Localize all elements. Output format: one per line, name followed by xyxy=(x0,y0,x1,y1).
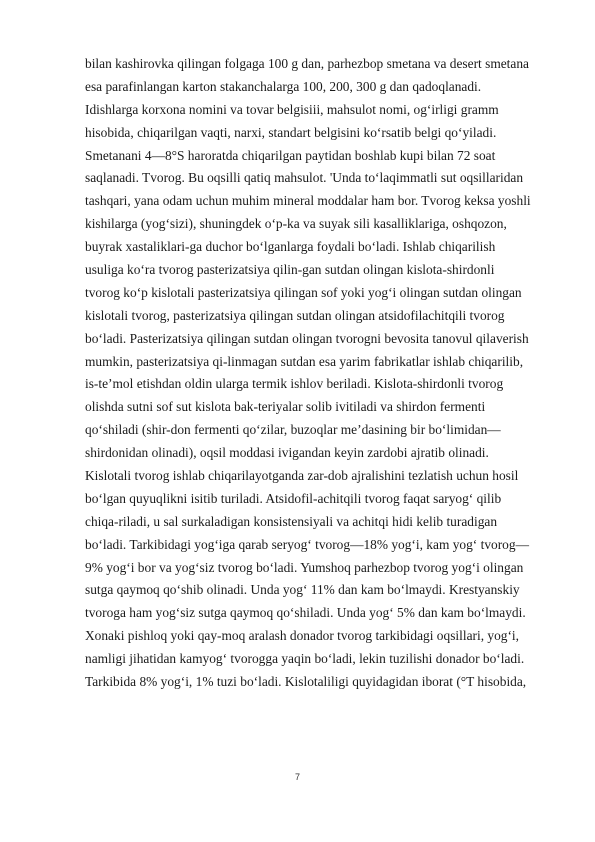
text-line: saqlanadi. Tvorog. Bu oqsilli qatiq mahsulot. 'Unda to‘laqimmatli sut oqsillaridan xyxy=(85,170,524,186)
text-line: Tarkibida 8% yog‘i, 1% tuzi bo‘ladi. Kislotaliligi quyidagidan iborat (°T hisobida, xyxy=(85,674,527,690)
text-line: tashqari, yana odam uchun muhim mineral moddalar ham bor. Tvorog keksa yoshli xyxy=(85,193,531,209)
text-line: buyrak xastaliklari-ga duchor bo‘lganlarga foydali bo‘ladi. Ishlab chiqarilish xyxy=(85,239,496,255)
text-line: sutga qaymoq qo‘shib olinadi. Unda yog‘ 11% dan kam bo‘lmaydi. Krestyanskiy xyxy=(85,582,520,598)
body-text xyxy=(85,53,555,694)
text-line: tvoroga ham yog‘siz sutga qaymoq qo‘shiladi. Unda yog‘ 5% dan kam bo‘lmaydi. xyxy=(85,605,526,621)
text-line: Xonaki pishloq yoki qay-moq aralash donador tvorog tarkibidagi oqsillari, yog‘i, xyxy=(85,628,519,644)
text-line: chiqa-riladi, u sal surkaladigan konsistensiyali va achitqi hidi kelib turadigan xyxy=(85,513,498,529)
text-line: shirdonidan olinadi), oqsil moddasi ivigandan keyin zardobi ajratib olinadi. xyxy=(85,445,489,461)
text-line: Idishlarga korxona nomini va tovar belgisiii, mahsulot nomi, og‘irligi gramm xyxy=(85,101,499,117)
text-line: bo‘ladi. Pasterizatsiya qilingan sutdan olingan tvorogni bevosita tanovul qilaverish xyxy=(85,330,529,346)
text-line: hisobida, chiqarilgan vaqti, narxi, standart belgisini ko‘rsatib belgi qo‘yiladi. xyxy=(85,124,497,140)
text-line: bo‘ladi. Tarkibidagi yog‘iga qarab seryog‘ tvorog—18% yog‘i, kam yog‘ tvorog— xyxy=(85,536,529,552)
text-line: namligi jihatidan kamyog‘ tvorogga yaqin bo‘ladi, lekin tuzilishi donador bo‘ladi. xyxy=(85,651,525,667)
text-line: bo‘lgan quyuqlikni isitib turiladi. Atsidofil-achitqili tvorog faqat saryog‘ qilib xyxy=(85,490,502,506)
text-line: olishda sutni sof sut kislota bak-teriyalar solib ivitiladi va shirdon fermenti xyxy=(85,399,486,415)
text-line: 9% yog‘i bor va yog‘siz tvorog bo‘ladi. Yumshoq parhezbop tvorog yog‘i olingan xyxy=(85,559,524,575)
page-number: 7 xyxy=(294,772,300,782)
text-line: bilan kashirovka qilingan folgaga 100 g dan, parhezbop smetana va desert smetana xyxy=(85,56,529,71)
text-line: usuliga ko‘ra tvorog pasterizatsiya qilin-gan sutdan olingan kislota-shirdonli xyxy=(85,262,495,278)
text-line: tvorog ko‘p kislotali pasterizatsiya qilingan sof yoki yog‘i olingan sutdan olingan xyxy=(85,284,522,300)
text-line: esa parafinlangan karton stakanchalarga 100, 200, 300 g dan qadoqlanadi. xyxy=(85,78,482,94)
text-line: qo‘shiladi (shir-don fermenti qo‘zilar, buzoqlar me’dasining bir bo‘limidan— xyxy=(85,422,501,438)
text-line: kislotali tvorog, pasterizatsiya qilingan sutdan olingan atsidofilachitqili tvorog xyxy=(85,307,505,323)
text-line: Smetanani 4—8°S haroratda chiqarilgan paytidan boshlab kupi bilan 72 soat xyxy=(85,147,496,163)
text-line: is-te’mol etishdan oldin ularga termik ishlov beriladi. Kislota-shirdonli tvorog xyxy=(85,376,504,392)
text-line: Kislotali tvorog ishlab chiqarilayotganda zar-dob ajralishini tezlatish uchun hosil xyxy=(85,468,519,484)
text-line: kishilarga (yog‘sizi), shuningdek o‘p-ka va suyak sili kasalliklariga, oshqozon, xyxy=(85,216,507,232)
text-line: mumkin, pasterizatsiya qi-linmagan sutdan esa yarim fabrikatlar ishlab chiqarilib, xyxy=(85,353,524,369)
